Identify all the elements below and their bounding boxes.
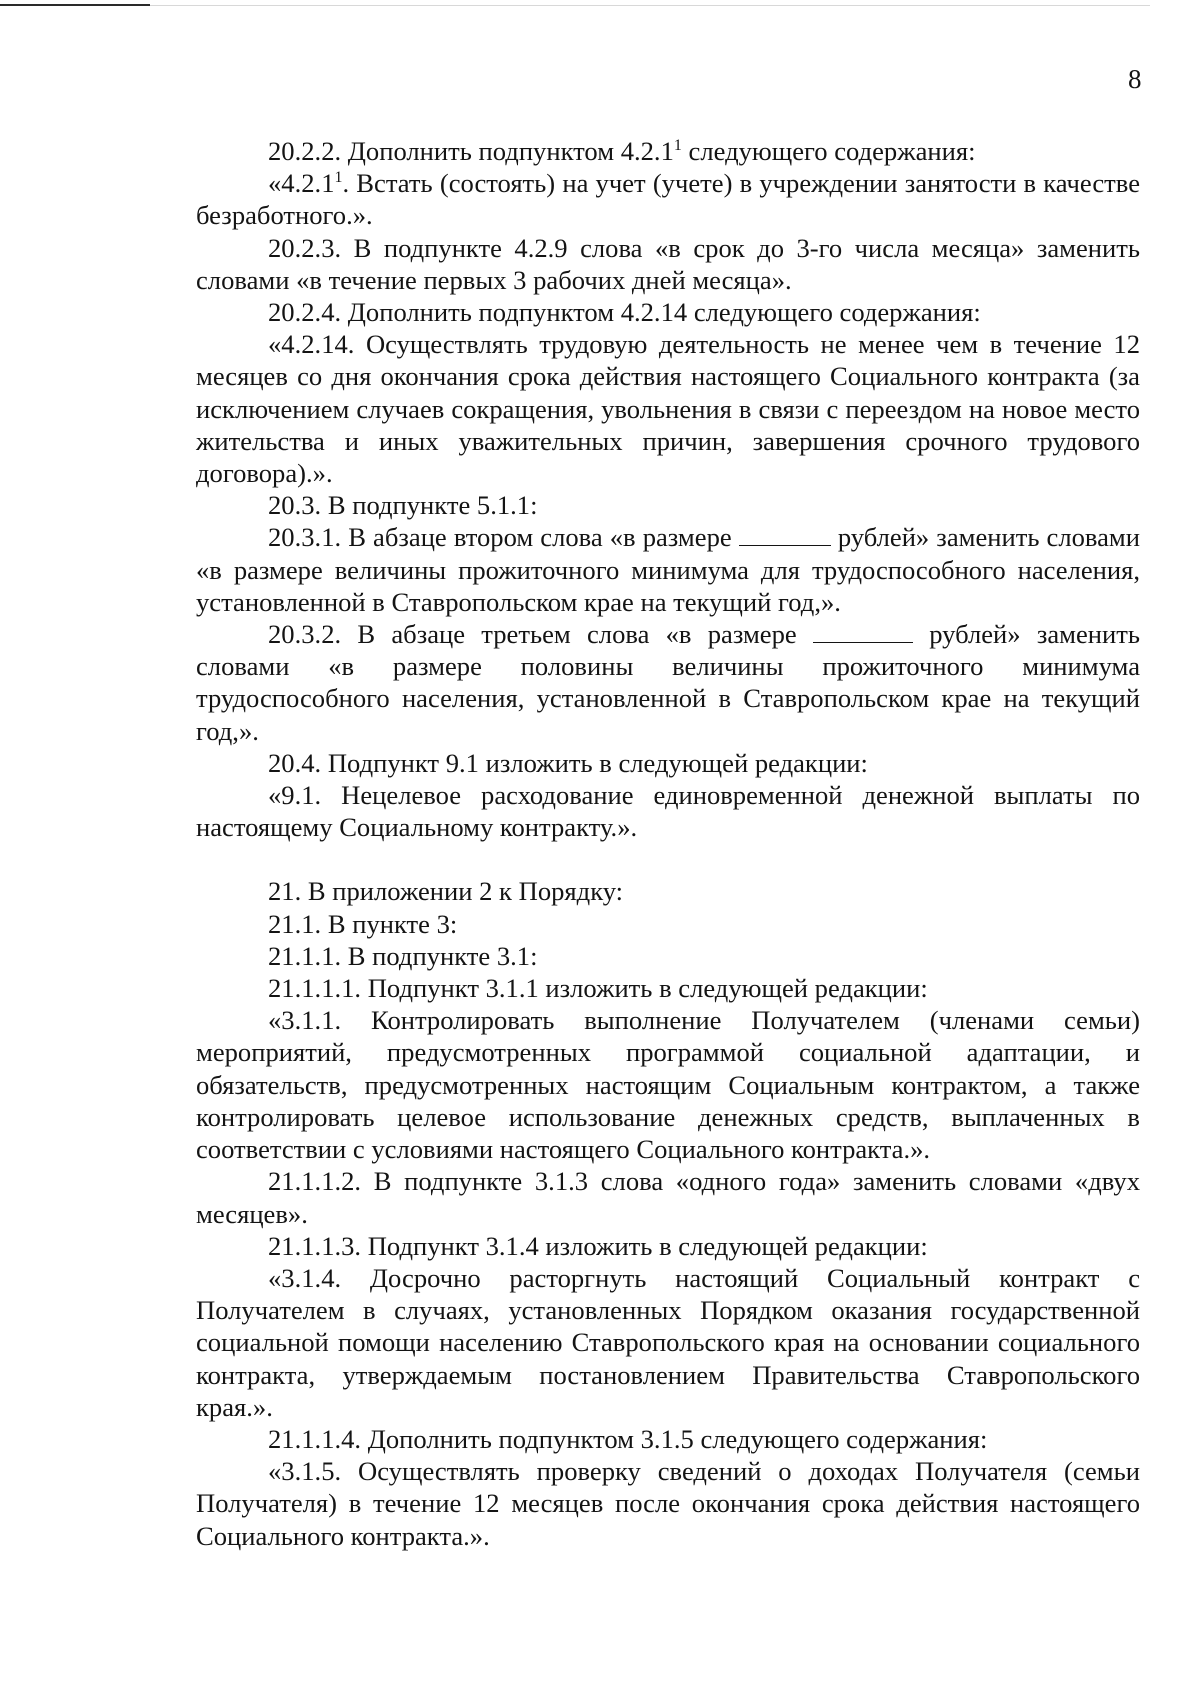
paragraph-20-3-1 (196, 521, 1140, 618)
paragraph-text: «4.2.1 (268, 168, 335, 199)
superscript: 1 (334, 169, 343, 187)
paragraph-text: . Встать (состоять) на учет (учете) в учреждении занятости в качестве безработного.». (196, 168, 1140, 231)
paragraph-3-1-4: «3.1.4. Досрочно расторгнуть настоящий Социальный контракт с Получателем в случаях, установленных Порядком оказания государственной социальной помощи населению Ставропольского края на основании социального контракта, утверждаемым постановлением Правительства Ставропольского края.». (196, 1262, 1140, 1422)
page-number: 8 (1128, 64, 1142, 94)
scan-edge-line-faint (150, 5, 1150, 6)
paragraph-20-3: 20.3. В подпункте 5.1.1: (268, 490, 538, 521)
paragraph-20-2-4: 20.2.4. Дополнить подпунктом 4.2.14 следующего содержания: (268, 297, 981, 328)
paragraph-21: 21. В приложении 2 к Порядку: (268, 876, 624, 907)
blank-underline (739, 523, 831, 546)
paragraph-4-2-1-1 (196, 167, 1140, 231)
blank-underline (813, 620, 913, 643)
scan-edge-line (0, 4, 150, 6)
document-body (196, 135, 1140, 1552)
paragraph-21-1-1-1: 21.1.1.1. Подпункт 3.1.1 изложить в следующей редакции: (268, 973, 928, 1004)
paragraph-21-1-1: 21.1.1. В подпункте 3.1: (268, 940, 538, 971)
paragraph-4-2-14: «4.2.14. Осуществлять трудовую деятельность не менее чем в течение 12 месяцев со дня окончания срока действия настоящего Социального контракта (за исключением случаев сокращения, увольнения в связи с переездом на новое место жительства и иных уважительных причин, завершения срочного трудового договора).». (196, 329, 1140, 489)
paragraph-20-3-2 (196, 618, 1140, 747)
paragraph-text: рублей» заменить словами «в размере величины прожиточного минимума для трудоспособного населения, установленной в Ставропольском крае на текущий год,». (196, 522, 1140, 617)
paragraph-3-1-1: «3.1.1. Контролировать выполнение Получателем (членами семьи) мероприятий, предусмотренных программой социальной адаптации, и обязательств, предусмотренных настоящим Социальным контрактом, а также контролировать целевое использование денежных средств, выплаченных в соответствии с условиями настоящего Социального контракта.». (196, 1005, 1140, 1165)
paragraph-21-1-1-2: 21.1.1.2. В подпункте 3.1.3 слова «одного года» заменить словами «двух месяцев». (196, 1166, 1140, 1229)
paragraph-20-4: 20.4. Подпункт 9.1 изложить в следующей редакции: (268, 747, 868, 778)
paragraph-21-1-1-4: 21.1.1.4. Дополнить подпунктом 3.1.5 следующего содержания: (268, 1423, 988, 1454)
paragraph-text: рублей» заменить словами «в размере половины величины прожиточного минимума трудоспособного населения, установленной в Ставропольском крае на текущий год,». (196, 619, 1140, 746)
superscript: 1 (673, 137, 682, 154)
paragraph-20-2-3: 20.2.3. В подпункте 4.2.9 слова «в срок до 3-го числа месяца» заменить словами «в течение первых 3 рабочих дней месяца». (196, 232, 1140, 295)
paragraph-3-1-5: «3.1.5. Осуществлять проверку сведений о доходах Получателя (семьи Получателя) в течение 12 месяцев после окончания срока действия настоящего Социального контракта.». (196, 1456, 1140, 1551)
paragraph-20-2-2 (196, 135, 1140, 167)
paragraph-text: следующего содержания: (681, 136, 976, 166)
paragraph-9-1: «9.1. Нецелевое расходование единовременной денежной выплаты по настоящему Социальному контракту.». (196, 780, 1140, 843)
paragraph-text: 20.2.2. Дополнить подпунктом 4.2.1 (268, 136, 674, 166)
paragraph-21-1-1-3: 21.1.1.3. Подпункт 3.1.4 изложить в следующей редакции: (268, 1230, 928, 1261)
paragraph-text: 20.3.2. В абзаце третьем слова «в размере (268, 619, 813, 650)
paragraph-21-1: 21.1. В пункте 3: (268, 908, 458, 939)
paragraph-text: 20.3.1. В абзаце втором слова «в размере (268, 522, 739, 553)
